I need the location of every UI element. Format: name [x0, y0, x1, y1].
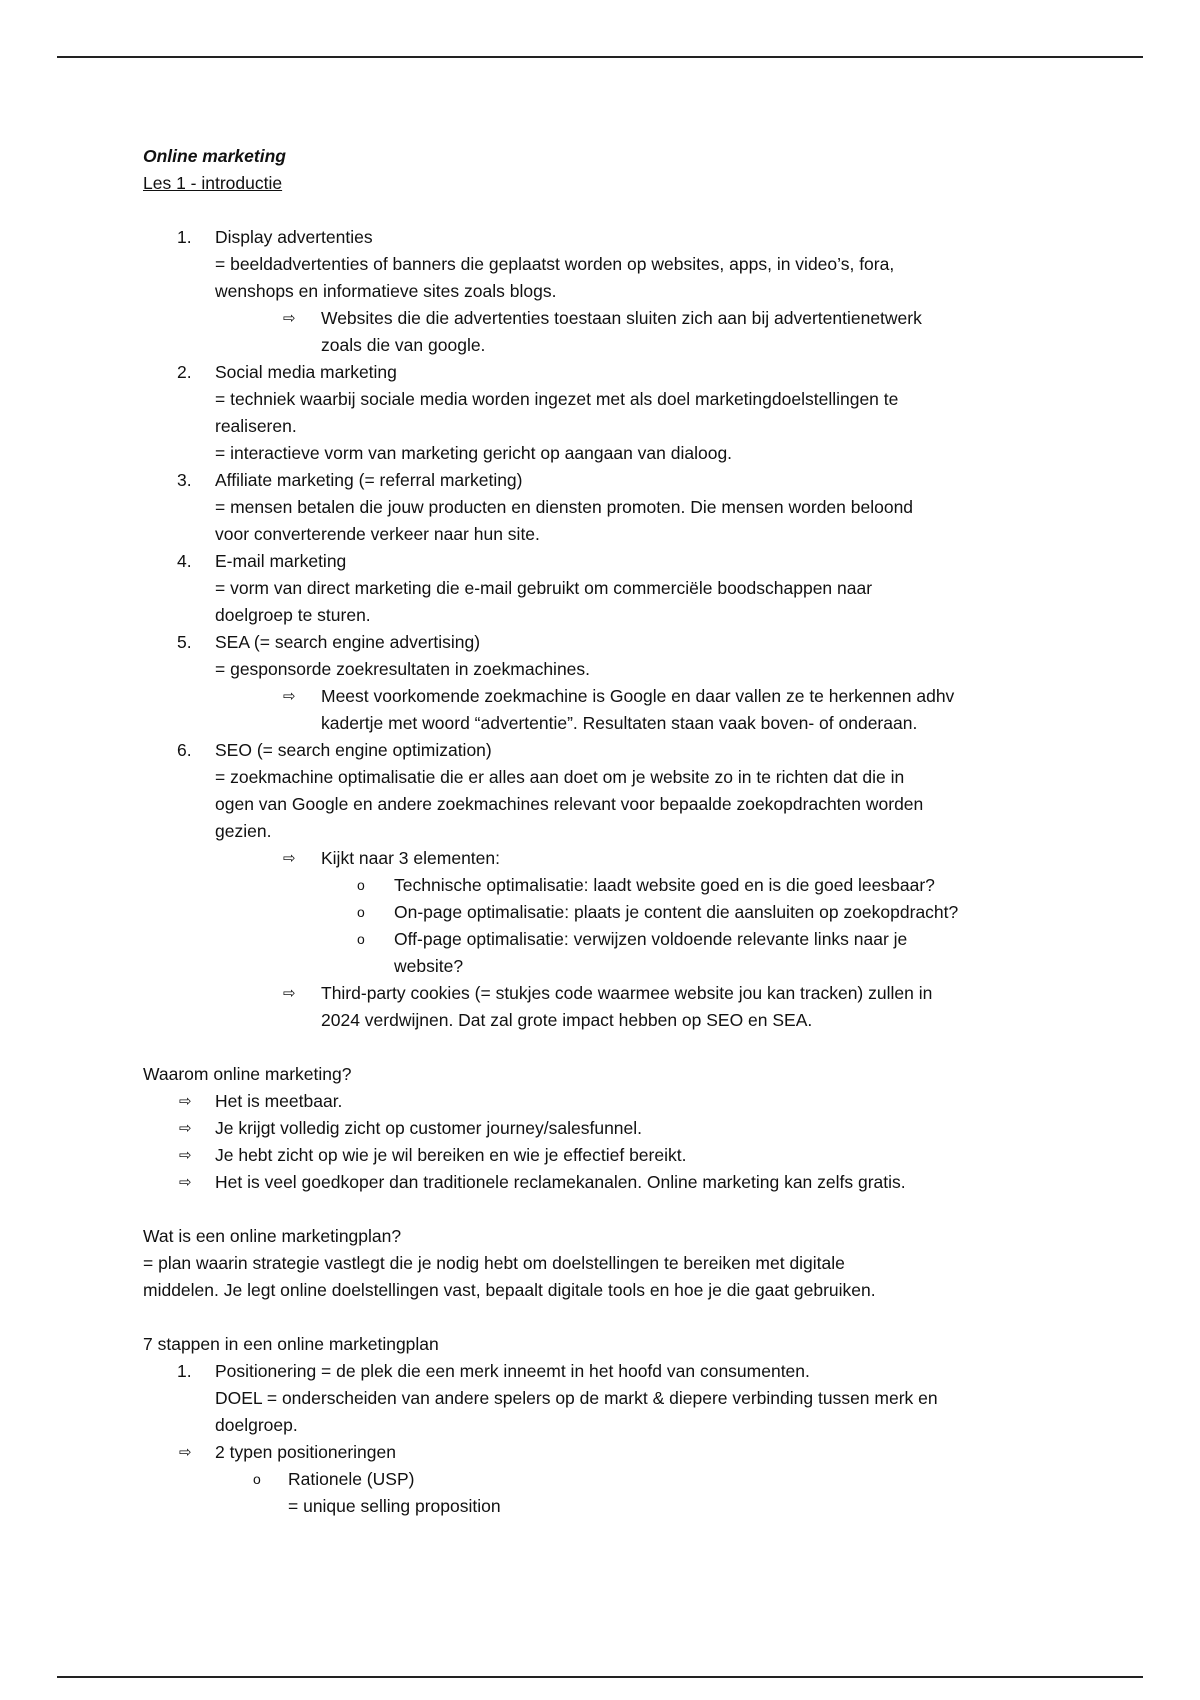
item-text: doelgroep te sturen. [215, 605, 371, 625]
doc-subtitle: Les 1 - introductie [143, 173, 283, 193]
item-text: wenshops en informatieve sites zoals blogs. [215, 281, 557, 301]
item-text: ogen van Google en andere zoekmachines relevant voor bepaalde zoekopdrachten worden [215, 794, 924, 814]
item-text: = vorm van direct marketing die e-mail gebruikt om commerciële boodschappen naar [215, 578, 873, 598]
bullet-text: zoals die van google. [321, 335, 486, 355]
sub-bullet-text: = unique selling proposition [288, 1496, 501, 1516]
bottom-rule [57, 1676, 1143, 1678]
bullet-text: Kijkt naar 3 elementen: [321, 848, 500, 868]
circle-bullet-icon: o [357, 904, 365, 920]
bullet-text: Websites die die advertenties toestaan sluiten zich aan bij advertentienetwerk [321, 308, 922, 328]
sub-bullet-text: Rationele (USP) [288, 1469, 415, 1489]
bullet-text: kadertje met woord “advertentie”. Resultaten staan vaak boven- of onderaan. [321, 713, 918, 733]
item-text: = zoekmachine optimalisatie die er alles aan doet om je website zo in te richten dat die in [215, 767, 905, 787]
arrow-bullet-icon: ⇨ [179, 1147, 192, 1164]
circle-bullet-icon: o [357, 877, 365, 893]
section-heading-why: Waarom online marketing? [143, 1064, 352, 1084]
item-label: SEO (= search engine optimization) [215, 740, 492, 760]
list-item-6 [143, 737, 1093, 764]
bullet-text: 2024 verdwijnen. Dat zal grote impact hebben op SEO en SEA. [321, 1010, 813, 1030]
item-text: gezien. [215, 821, 272, 841]
list-item-4 [143, 548, 1093, 575]
bullet-text: Je hebt zicht op wie je wil bereiken en wie je effectief bereikt. [215, 1145, 687, 1165]
list-item-5 [143, 629, 1093, 656]
item-text: DOEL = onderscheiden van andere spelers op de markt & diepere verbinding tussen merk en [215, 1388, 938, 1408]
circle-bullet-icon: o [253, 1471, 261, 1487]
circle-bullet-icon: o [357, 931, 365, 947]
item-label: SEA (= search engine advertising) [215, 632, 481, 652]
item-text: doelgroep. [215, 1415, 298, 1435]
bullet-text: Meest voorkomende zoekmachine is Google en daar vallen ze te herkennen adhv [321, 686, 955, 706]
arrow-bullet-icon: ⇨ [179, 1444, 192, 1461]
item-label: Positionering = de plek die een merk inneemt in het hoofd van consumenten. [215, 1361, 810, 1381]
item-text: = techniek waarbij sociale media worden ingezet met als doel marketingdoelstellingen te [215, 389, 899, 409]
item-number: 5. [177, 632, 192, 652]
arrow-bullet-icon: ⇨ [179, 1120, 192, 1137]
plan-text: = plan waarin strategie vastlegt die je nodig hebt om doelstellingen te bereiken met digitale [143, 1253, 845, 1273]
arrow-bullet-icon: ⇨ [283, 688, 296, 705]
item-text: = beeldadvertenties of banners die geplaatst worden op websites, apps, in video’s, fora, [215, 254, 895, 274]
item-label: E-mail marketing [215, 551, 347, 571]
item-label: Social media marketing [215, 362, 397, 382]
doc-title: Online marketing [143, 146, 286, 166]
item-number: 1. [177, 227, 192, 247]
document-body [143, 143, 1093, 1520]
item-label: Affiliate marketing (= referral marketing) [215, 470, 523, 490]
top-rule [57, 56, 1143, 58]
step-item-1 [143, 1358, 1093, 1385]
item-text: realiseren. [215, 416, 297, 436]
arrow-bullet-icon: ⇨ [283, 310, 296, 327]
list-item-3 [143, 467, 1093, 494]
arrow-bullet-icon: ⇨ [179, 1093, 192, 1110]
list-item-2 [143, 359, 1093, 386]
item-number: 1. [177, 1361, 192, 1381]
item-text: voor converterende verkeer naar hun site. [215, 524, 540, 544]
arrow-bullet-icon: ⇨ [283, 985, 296, 1002]
item-text: = mensen betalen die jouw producten en diensten promoten. Die mensen worden beloond [215, 497, 914, 517]
section-heading-plan: Wat is een online marketingplan? [143, 1226, 402, 1246]
item-text: = interactieve vorm van marketing gericht op aangaan van dialoog. [215, 443, 733, 463]
sub-bullet-text: On-page optimalisatie: plaats je content die aansluiten op zoekopdracht? [394, 902, 959, 922]
plan-text: middelen. Je legt online doelstellingen vast, bepaalt digitale tools en hoe je die gaat gebruiken. [143, 1280, 876, 1300]
section-heading-steps: 7 stappen in een online marketingplan [143, 1334, 439, 1354]
arrow-bullet-icon: ⇨ [179, 1174, 192, 1191]
bullet-text: Je krijgt volledig zicht op customer journey/salesfunnel. [215, 1118, 643, 1138]
item-label: Display advertenties [215, 227, 373, 247]
bullet-text: Third-party cookies (= stukjes code waarmee website jou kan tracken) zullen in [321, 983, 933, 1003]
item-number: 3. [177, 470, 192, 490]
item-number: 2. [177, 362, 192, 382]
arrow-bullet-icon: ⇨ [283, 850, 296, 867]
sub-bullet-text: Technische optimalisatie: laadt website goed en is die goed leesbaar? [394, 875, 935, 895]
item-text: = gesponsorde zoekresultaten in zoekmachines. [215, 659, 591, 679]
item-number: 6. [177, 740, 192, 760]
sub-bullet-text: website? [394, 956, 464, 976]
bullet-text: Het is meetbaar. [215, 1091, 343, 1111]
list-item-1 [143, 224, 1093, 251]
item-number: 4. [177, 551, 192, 571]
sub-bullet-text: Off-page optimalisatie: verwijzen voldoende relevante links naar je [394, 929, 908, 949]
bullet-text: Het is veel goedkoper dan traditionele reclamekanalen. Online marketing kan zelfs gratis. [215, 1172, 906, 1192]
bullet-text: 2 typen positioneringen [215, 1442, 396, 1462]
